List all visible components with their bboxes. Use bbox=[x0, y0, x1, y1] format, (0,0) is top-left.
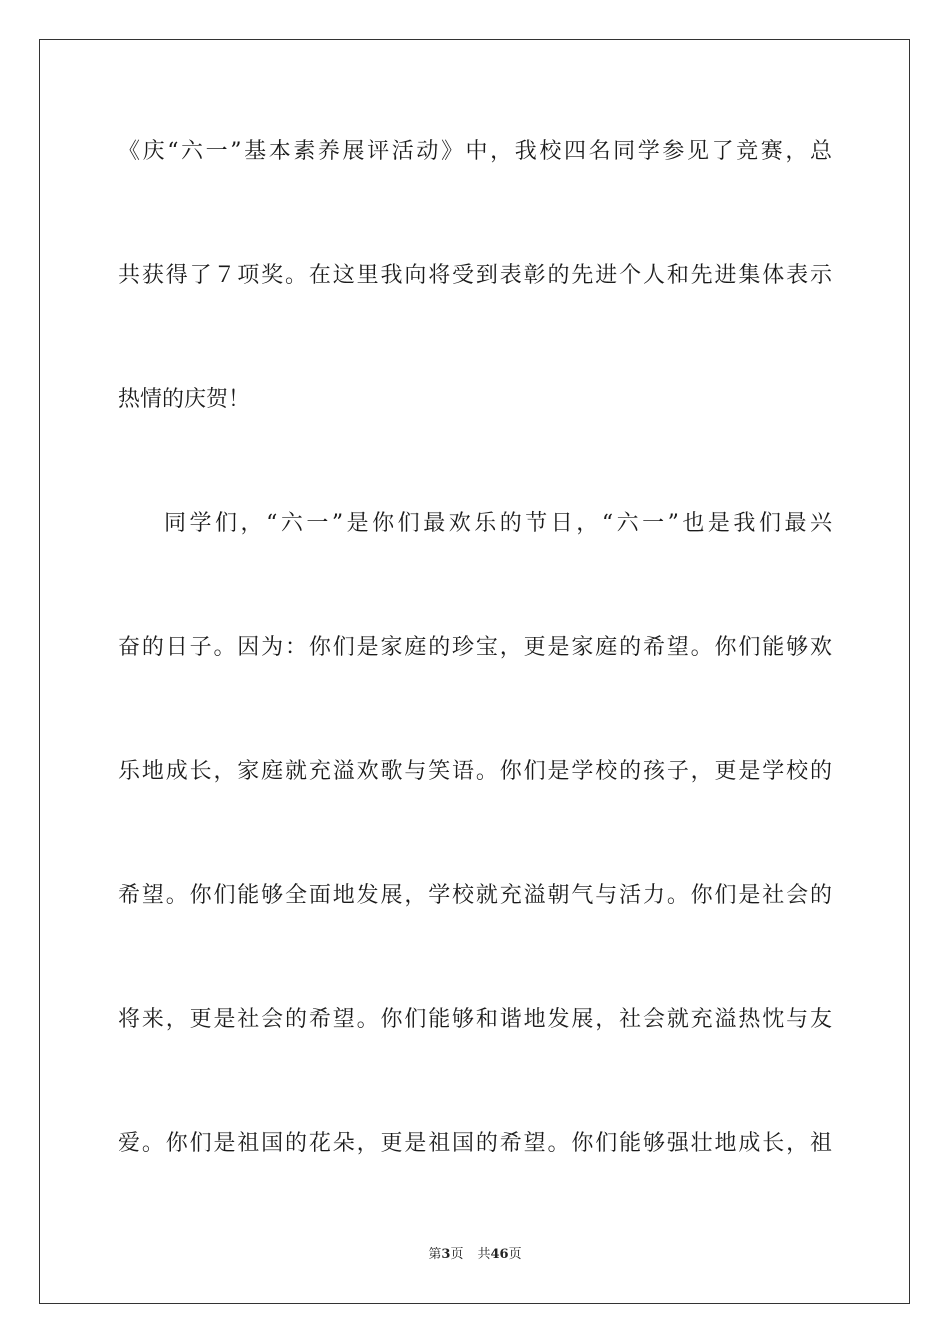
page-frame bbox=[39, 39, 910, 1304]
text-line-2: 共获得了７项奖。在这里我向将受到表彰的先进个人和先进集体表示 bbox=[118, 263, 832, 288]
footer-page-suffix: 页 bbox=[450, 1247, 464, 1262]
text-line-9: 爱。你们是祖国的花朵，更是祖国的希望。你们能够强壮地成长，祖 bbox=[118, 1131, 832, 1156]
text-line-8: 将来，更是社会的希望。你们能够和谐地发展，社会就充溢热忱与友 bbox=[118, 1007, 832, 1032]
text-line-7: 希望。你们能够全面地发展，学校就充溢朝气与活力。你们是社会的 bbox=[118, 883, 832, 908]
footer-total-suffix: 页 bbox=[508, 1247, 522, 1262]
text-line-1: 《庆“六一”基本素养展评活动》中，我校四名同学参见了竞赛，总 bbox=[118, 139, 832, 164]
text-line-6: 乐地成长，家庭就充溢欢歌与笑语。你们是学校的孩子，更是学校的 bbox=[118, 759, 832, 784]
page-footer bbox=[0, 1246, 950, 1264]
text-line-3: 热情的庆贺！ bbox=[118, 387, 251, 412]
footer-page-prefix: 第 bbox=[428, 1247, 442, 1262]
footer-total-prefix: 共 bbox=[477, 1247, 491, 1262]
text-line-5: 奋的日子。因为：你们是家庭的珍宝，更是家庭的希望。你们能够欢 bbox=[118, 635, 832, 660]
footer-total-pages: 46 bbox=[490, 1247, 509, 1262]
text-line-4: 同学们，“六一”是你们最欢乐的节日，“六一”也是我们最兴 bbox=[164, 511, 832, 536]
footer-page-number: 3 bbox=[441, 1247, 451, 1262]
